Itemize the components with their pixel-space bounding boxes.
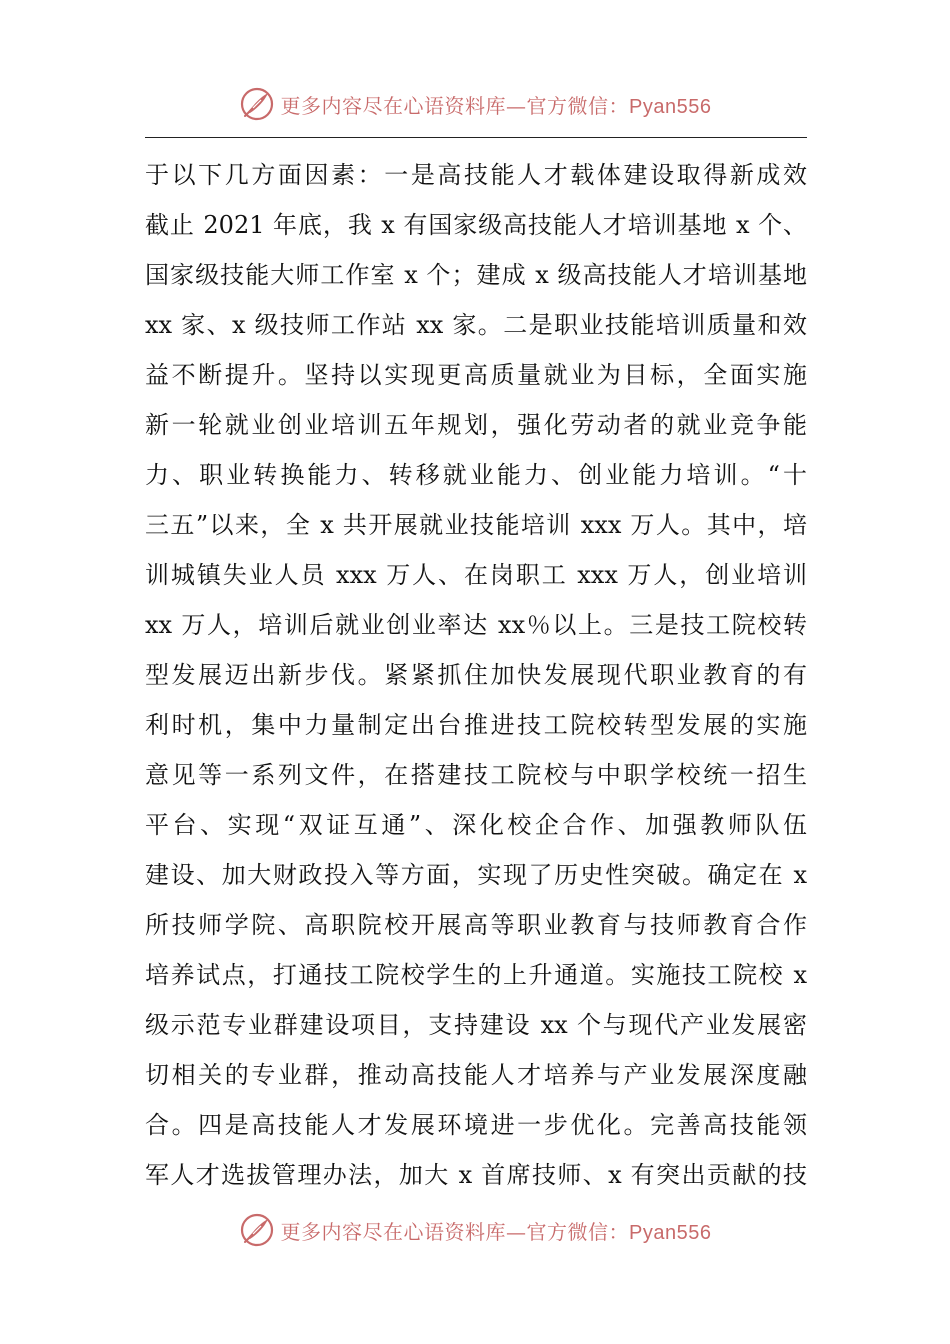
body-text-line: 切相关的专业群，推动高技能人才培养与产业发展深度融: [145, 1061, 807, 1089]
body-text-line: 意见等一系列文件，在搭建技工院校与中职学校统一招生: [145, 761, 807, 789]
body-text-line: 截止 2021 年底，我 x 有国家级高技能人才培训基地 x 个、: [145, 211, 807, 239]
body-text-line: 力、职业转换能力、转移就业能力、创业能力培训。“十: [145, 461, 807, 489]
body-text-line: xx 万人，培训后就业创业率达 xx％以上。三是技工院校转: [145, 611, 807, 639]
watermark-wechat-id: Pyan556: [629, 95, 712, 118]
body-text-line: 训城镇失业人员 xxx 万人、在岗职工 xxx 万人，创业培训: [145, 561, 807, 589]
body-text-line: 益不断提升。坚持以实现更高质量就业为目标，全面实施: [145, 361, 807, 389]
watermark-text: [281, 90, 712, 119]
body-text-line: 型发展迈出新步伐。紧紧抓住加快发展现代职业教育的有: [145, 661, 807, 689]
watermark-main-text: 更多内容尽在心语资料库: [280, 1219, 507, 1244]
document-body: [145, 150, 807, 1200]
quill-seal-logo-icon: [239, 86, 275, 122]
watermark-main-text: 更多内容尽在心语资料库: [280, 93, 507, 118]
body-text-line: 新一轮就业创业培训五年规划，强化劳动者的就业竞争能: [145, 411, 807, 439]
body-text-line: 利时机，集中力量制定出台推进技工院校转型发展的实施: [145, 711, 807, 739]
body-text-line: 军人才选拔管理办法，加大 x 首席技师、x 有突出贡献的技: [145, 1161, 807, 1189]
watermark-wechat-id: Pyan556: [629, 1221, 712, 1244]
body-text-line: 平台、实现“双证互通”、深化校企合作、加强教师队伍: [145, 811, 807, 839]
header-watermark: [0, 82, 950, 126]
footer-watermark: [0, 1208, 950, 1252]
body-text-line: 合。四是高技能人才发展环境进一步优化。完善高技能领: [145, 1111, 807, 1139]
watermark-separator: —: [506, 93, 527, 118]
body-text-line: 级示范专业群建设项目，支持建设 xx 个与现代产业发展密: [145, 1011, 807, 1039]
watermark-wechat-label: 官方微信：: [526, 93, 630, 118]
body-text-line: 所技师学院、高职院校开展高等职业教育与技师教育合作: [145, 911, 807, 939]
header-divider: [145, 137, 807, 138]
body-text-line: xx 家、x 级技师工作站 xx 家。二是职业技能培训质量和效: [145, 311, 807, 339]
body-text-line: 国家级技能大师工作室 x 个；建成 x 级高技能人才培训基地: [145, 261, 807, 289]
body-text-line: 培养试点，打通技工院校学生的上升通道。实施技工院校 x: [145, 961, 807, 989]
watermark-wechat-label: 官方微信：: [526, 1219, 630, 1244]
watermark-text: [281, 1216, 712, 1245]
body-text-line: 于以下几方面因素：一是高技能人才载体建设取得新成效: [145, 161, 807, 189]
body-text-line: 三五”以来，全 x 共开展就业技能培训 xxx 万人。其中，培: [145, 511, 807, 539]
body-text-line: 建设、加大财政投入等方面，实现了历史性突破。确定在 x: [145, 861, 807, 889]
watermark-separator: —: [506, 1219, 527, 1244]
quill-seal-logo-icon: [239, 1212, 275, 1248]
